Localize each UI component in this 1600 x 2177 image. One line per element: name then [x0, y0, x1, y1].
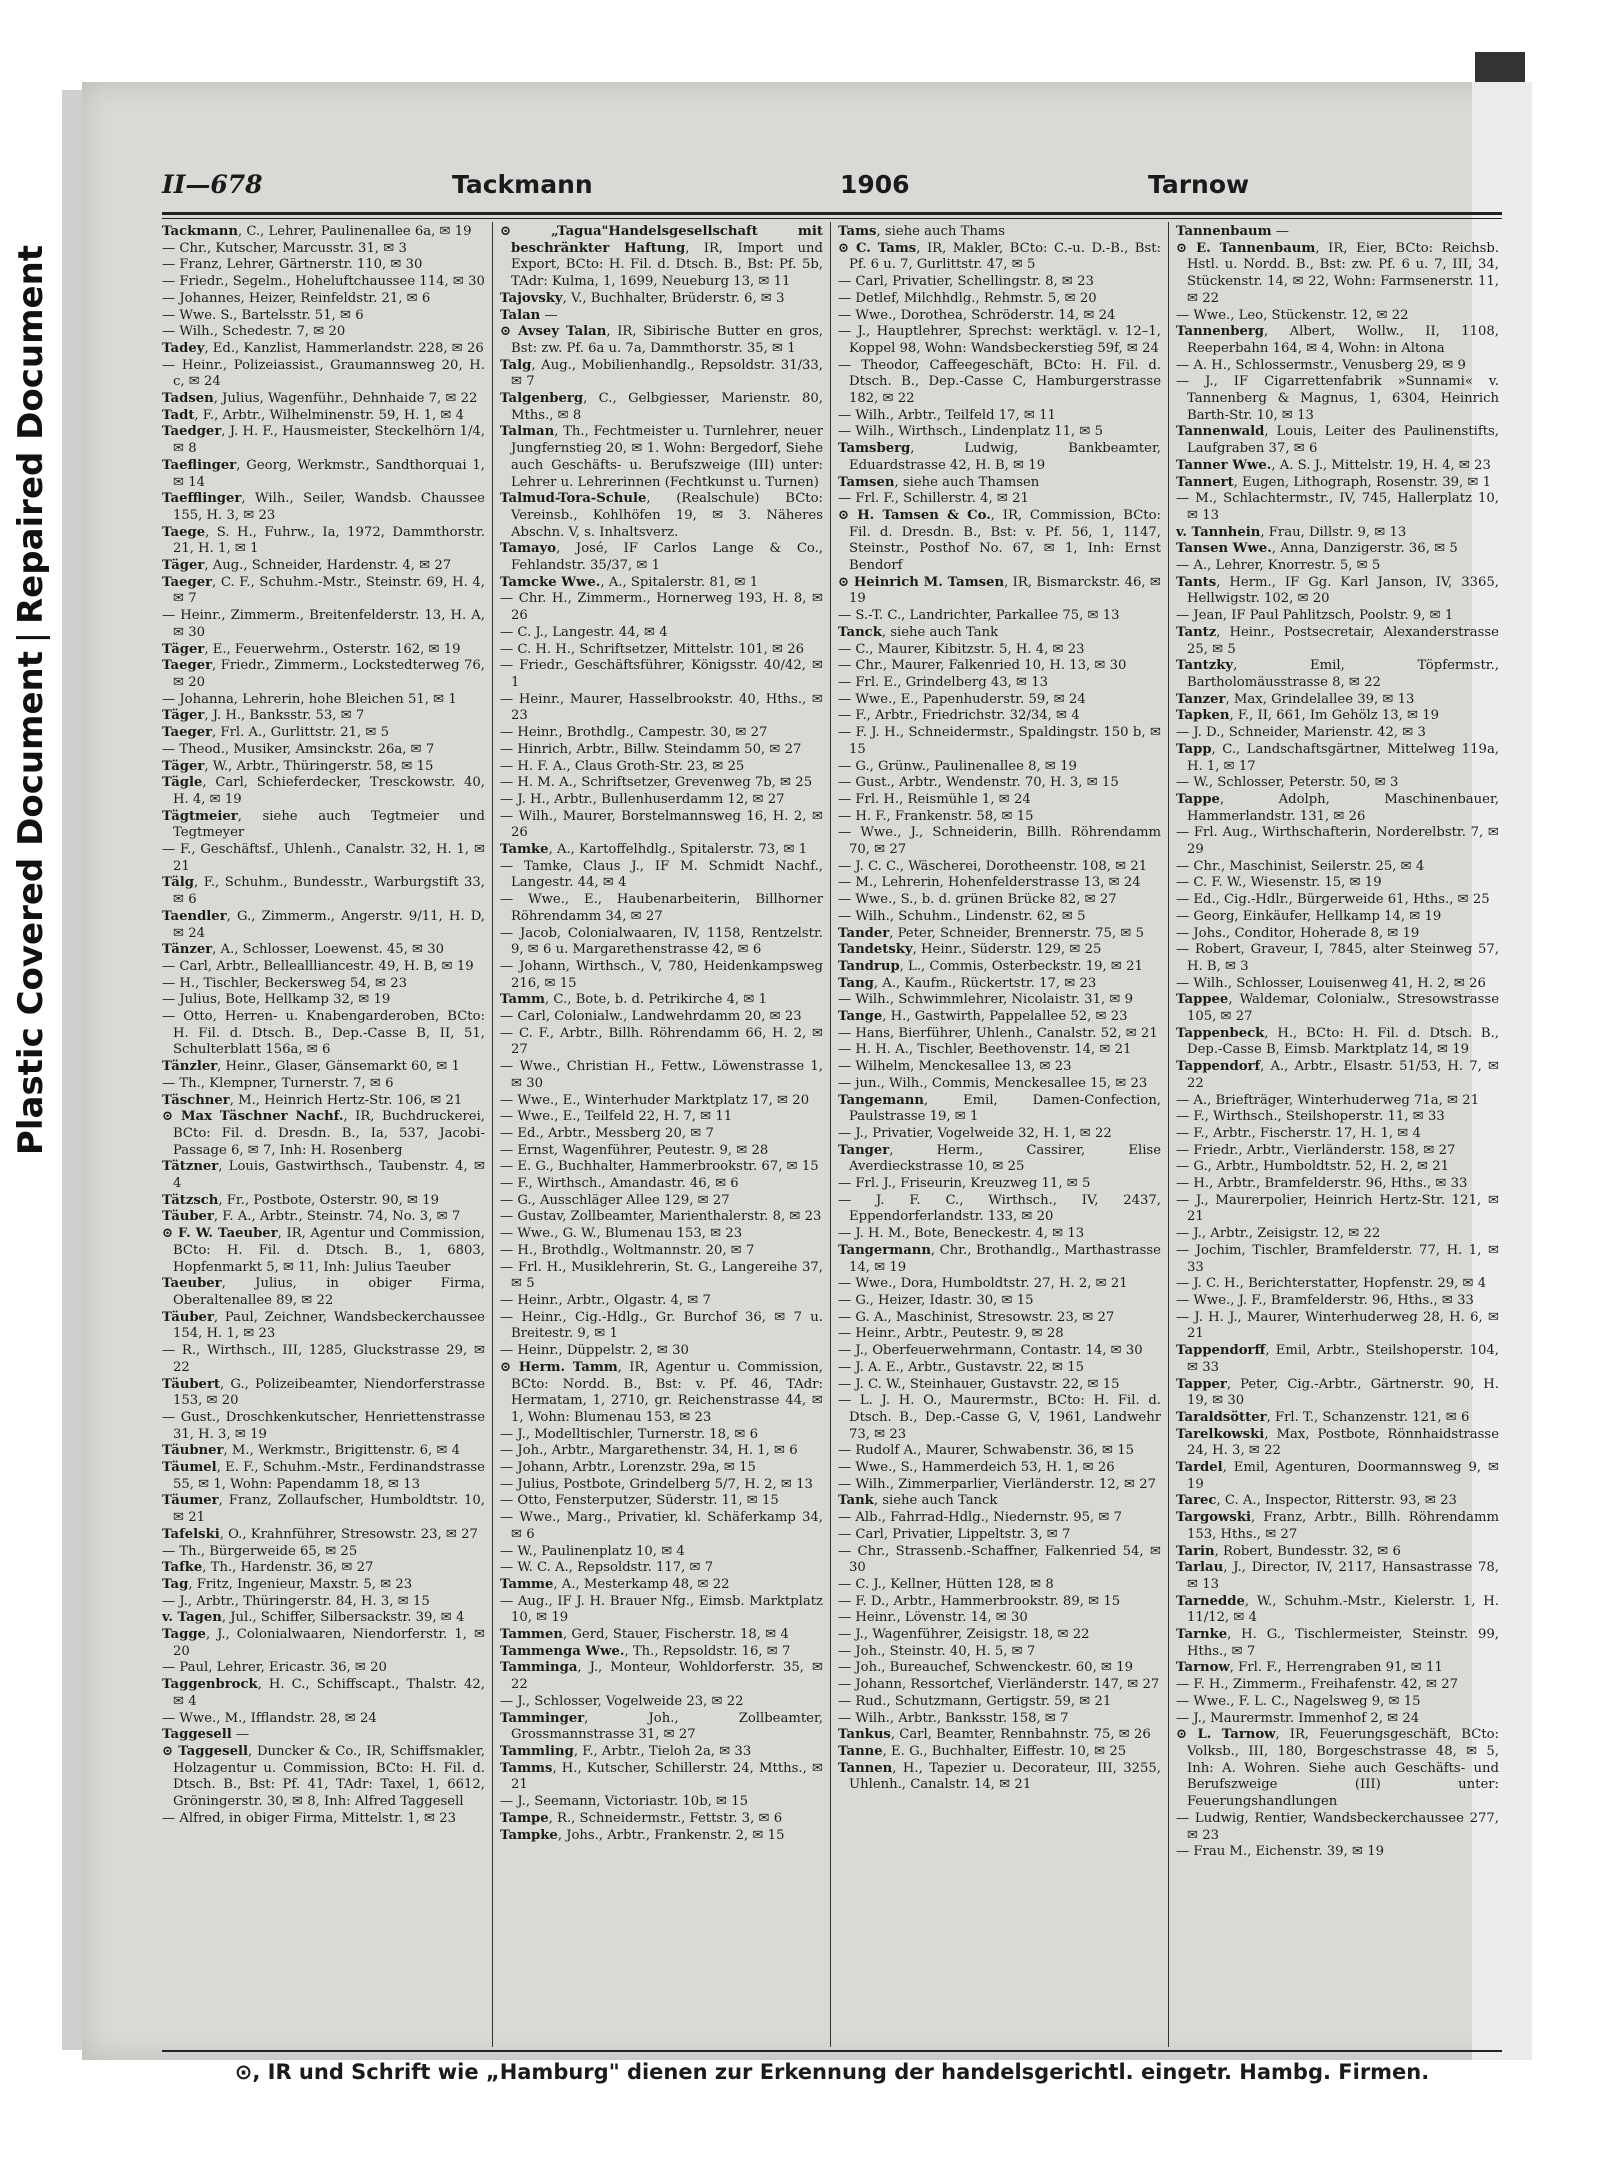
column-divider	[1168, 222, 1169, 2047]
directory-entry: Talg, Aug., Mobilienhandlg., Repsoldstr. 31/33, ✉ 7	[500, 357, 823, 390]
directory-entry: Tandetsky, Heinr., Süderstr. 129, ✉ 25	[838, 942, 1102, 958]
directory-entry: Taeger, Friedr., Zimmerm., Lockstedterweg 76, ✉ 20	[162, 658, 485, 690]
directory-entry: — F. D., Arbtr., Hammerbrookstr. 89, ✉ 15	[838, 1593, 1121, 1609]
directory-entry: — Georg, Einkäufer, Hellkamp 14, ✉ 19	[1176, 908, 1442, 924]
page-header	[162, 170, 1502, 206]
directory-entry: ⊙ Max Täschner Nachf., IR, Buchdruckerei, BCto: Fil. d. Dresdn. B., Ia, 537, Jacobi-Passage 6, ✉ 7, Inh: H. Rosenberg	[162, 1109, 485, 1158]
directory-entry: Talgenberg, C., Gelbgiesser, Marienstr. 80, Mths., ✉ 8	[500, 391, 823, 423]
directory-entry: — J., Maurerpolier, Heinrich Hertz-Str. 121, ✉ 21	[1176, 1192, 1499, 1225]
directory-entry: — L. J. H. O., Maurermstr., BCto: H. Fil. d. Dtsch. B., Dep.-Casse G, V, 1961, Landwehr 73, ✉ 23	[838, 1393, 1161, 1442]
directory-entry: — J., Hauptlehrer, Sprechst: werktägl. v. 12–1, Koppel 98, Wohn: Wandsbeckerstieg 59f, ✉ 24	[838, 324, 1161, 356]
directory-entry: — Johs., Conditor, Hoherade 8, ✉ 19	[1176, 925, 1420, 941]
directory-entry: Tarlau, J., Director, IV, 2117, Hansastrasse 78, ✉ 13	[1176, 1560, 1499, 1592]
directory-entry: — Jean, IF Paul Pahlitzsch, Poolstr. 9, ✉ 1	[1176, 608, 1454, 624]
directory-entry: Tapken, F., II, 661, Im Gehölz 13, ✉ 19	[1176, 708, 1440, 724]
directory-entry: — Franz, Lehrer, Gärtnerstr. 110, ✉ 30	[162, 257, 423, 273]
directory-entry: — Jochim, Tischler, Bramfelderstr. 77, H. 1, ✉ 33	[1176, 1242, 1499, 1275]
directory-entry: Tagge, J., Colonialwaaren, Niendorferstr. 1, ✉ 20	[162, 1627, 485, 1659]
directory-entry: Tamke, A., Kartoffelhdlg., Spitalerstr. 73, ✉ 1	[500, 842, 808, 858]
footer-note: ⊙, IR und Schrift wie „Hamburg" dienen zur Erkennung der handelsgerichtl. eingetr. Hambg. Firmen.	[234, 2060, 1430, 2084]
directory-entry: Täumer, Franz, Zollaufscher, Humboldtstr. 10, ✉ 21	[162, 1493, 485, 1526]
directory-entry: — Frl. H., Reismühle 1, ✉ 24	[838, 791, 1031, 807]
directory-entry: Tamcke Wwe., A., Spitalerstr. 81, ✉ 1	[500, 574, 759, 590]
directory-entry: — H. F. A., Claus Groth-Str. 23, ✉ 25	[500, 758, 745, 774]
directory-entry: — G., Heizer, Idastr. 30, ✉ 15	[838, 1293, 1034, 1308]
directory-entry: — Rud., Schutzmann, Gertigstr. 59, ✉ 21	[838, 1693, 1112, 1709]
directory-entry: Tänzer, A., Schlosser, Loewenst. 45, ✉ 30	[162, 942, 445, 958]
directory-entry: — A. H., Schlossermstr., Venusberg 29, ✉ 9	[1176, 357, 1466, 373]
directory-entry: — F. H., Zimmerm., Freihafenstr. 42, ✉ 27	[1176, 1677, 1459, 1693]
directory-entry: — J. F. C., Wirthsch., IV, 2437, Eppendorferlandstr. 133, ✉ 20	[838, 1192, 1161, 1225]
directory-entry: — Wwe., M., Ifflandstr. 28, ✉ 24	[162, 1710, 377, 1726]
directory-entry: Tänzler, Heinr., Glaser, Gänsemarkt 60, ✉ 1	[162, 1059, 460, 1075]
directory-entry: — Johanna, Lehrerin, hohe Bleichen 51, ✉ 1	[162, 691, 457, 707]
directory-entry: — Julius, Bote, Hellkamp 32, ✉ 19	[162, 992, 391, 1008]
directory-entry: Talan —	[500, 307, 558, 323]
directory-entry: — W., Schlosser, Peterstr. 50, ✉ 3	[1176, 775, 1399, 791]
directory-entry: ⊙ Heinrich M. Tamsen, IR, Bismarckstr. 46, ✉ 19	[838, 574, 1161, 607]
directory-entry: — Wilh., Schlosser, Louisenweg 41, H. 2, ✉ 26	[1176, 975, 1486, 991]
directory-entry: — G. A., Maschinist, Stresowstr. 23, ✉ 27	[838, 1309, 1115, 1325]
directory-entry: — Otto, Fensterputzer, Süderstr. 11, ✉ 15	[500, 1493, 779, 1509]
directory-entry: Taggenbrock, H. C., Schiffscapt., Thalstr. 42, ✉ 4	[162, 1677, 485, 1709]
directory-entry: — Chr., Strassenb.-Schaffner, Falkenried 54, ✉ 30	[838, 1543, 1161, 1576]
directory-entry: — Friedr., Arbtr., Vierländerstr. 158, ✉ 27	[1176, 1142, 1456, 1158]
directory-entry: v. Tannhein, Frau, Dillstr. 9, ✉ 13	[1176, 524, 1407, 540]
directory-entry: Tadt, F., Arbtr., Wilhelminenstr. 59, H. 1, ✉ 4	[162, 407, 465, 423]
directory-entry: Tarnke, H. G., Tischlermeister, Steinstr. 99, Hths., ✉ 7	[1176, 1627, 1499, 1659]
directory-entry: Tamm, C., Bote, b. d. Petrikirche 4, ✉ 1	[500, 992, 768, 1008]
directory-entry: Tälg, F., Schuhm., Bundesstr., Warburgstift 33, ✉ 6	[162, 875, 485, 908]
directory-entry: — G., Arbtr., Humboldtstr. 52, H. 2, ✉ 21	[1176, 1159, 1450, 1175]
directory-entry: Tapper, Peter, Cig.-Arbtr., Gärtnerstr. 90, H. 19, ✉ 30	[1176, 1376, 1499, 1409]
directory-entry: Tants, Herm., IF Gg. Karl Janson, IV, 3365, Hellwigstr. 102, ✉ 20	[1176, 574, 1499, 607]
directory-entry: — Joh., Bureauchef, Schwenckestr. 60, ✉ 19	[838, 1660, 1133, 1676]
directory-entry: Tanck, siehe auch Tank	[838, 624, 999, 640]
directory-entry: Täubert, G., Polizeibeamter, Niendorferstrasse 153, ✉ 20	[162, 1376, 485, 1409]
directory-entry: — J. D., Schneider, Marienstr. 42, ✉ 3	[1176, 725, 1426, 741]
directory-entry: Tägtmeier, siehe auch Tegtmeier und Tegtmeyer	[162, 808, 485, 841]
directory-entry: — J. C. W., Steinhauer, Gustavstr. 22, ✉ 15	[838, 1376, 1120, 1392]
directory-entry: — Frl. E., Grindelberg 43, ✉ 13	[838, 674, 1049, 690]
directory-entry: Tank, siehe auch Tanck	[838, 1493, 998, 1509]
directory-entry: — J. H. J., Maurer, Winterhuderweg 28, H. 6, ✉ 21	[1176, 1309, 1499, 1342]
directory-entry: — Ed., Cig.-Hdlr., Bürgerweide 61, Hths., ✉ 25	[1176, 892, 1490, 908]
directory-entry: Tanner Wwe., A. S. J., Mittelstr. 19, H. 4, ✉ 23	[1176, 457, 1491, 473]
directory-entry: — Paul, Lehrer, Ericastr. 36, ✉ 20	[162, 1660, 387, 1676]
directory-entry: — Friedr., Segelm., Hoheluftchaussee 114, ✉ 30	[162, 274, 485, 290]
directory-entry: — C. J., Kellner, Hütten 128, ✉ 8	[838, 1576, 1054, 1592]
directory-entry: — Wilh., Arbtr., Teilfeld 17, ✉ 11	[838, 407, 1056, 423]
header-rule	[162, 212, 1502, 215]
directory-entry: — Theodor, Caffeegeschäft, BCto: H. Fil. d. Dtsch. B., Dep.-Casse C, Hamburgerstrasse 182, ✉ 22	[838, 357, 1161, 407]
directory-entry: — Chr., Maurer, Falkenried 10, H. 13, ✉ 30	[838, 658, 1127, 674]
directory-entry: — C. J., Langestr. 44, ✉ 4	[500, 624, 668, 640]
directory-entry: Taedger, J. H. F., Hausmeister, Steckelhörn 1/4, ✉ 8	[162, 424, 485, 457]
directory-entry: — J., IF Cigarrettenfabrik »Sunnami« v. Tannenberg & Magnus, 1, 6304, Heinrich Barth-Str. 10, ✉ 13	[1176, 374, 1499, 423]
directory-entry: — J., Arbtr., Zeisigstr. 12, ✉ 22	[1176, 1226, 1381, 1242]
directory-entry: Tannenbaum —	[1176, 224, 1289, 239]
directory-entry: — Wilh., Zimmerparlier, Vierländerstr. 12, ✉ 27	[838, 1476, 1157, 1492]
directory-entry: Tappendorff, Emil, Arbtr., Steilshoperstr. 104, ✉ 33	[1176, 1343, 1499, 1375]
directory-entry: Tätzner, Louis, Gastwirthsch., Taubenstr. 4, ✉ 4	[162, 1159, 485, 1192]
page-number: II—678	[162, 170, 263, 199]
directory-entry: Taeger, C. F., Schuhm.-Mstr., Steinstr. 69, H. 4, ✉ 7	[162, 574, 485, 607]
directory-entry: — Hans, Bierführer, Uhlenh., Canalstr. 52, ✉ 21	[838, 1025, 1158, 1041]
directory-entry: — Frl. J., Friseurin, Kreuzweg 11, ✉ 5	[838, 1176, 1091, 1192]
directory-entry: — J. A. E., Arbtr., Gustavstr. 22, ✉ 15	[838, 1359, 1085, 1375]
directory-entry: Tannenberg, Albert, Wollw., II, 1108, Reeperbahn 164, ✉ 4, Wohn: in Altona	[1176, 324, 1499, 356]
directory-entry: Täger, E., Feuerwehrm., Osterstr. 162, ✉ 19	[162, 641, 461, 657]
directory-entry: Tanzer, Max, Grindelallee 39, ✉ 13	[1176, 691, 1415, 707]
column-1	[162, 224, 485, 2044]
directory-entry: — J., Arbtr., Thüringerstr. 84, H. 3, ✉ 15	[162, 1593, 430, 1609]
directory-entry: — J., Seemann, Victoriastr. 10b, ✉ 15	[500, 1794, 749, 1810]
directory-entry: — Heinr., Lövenstr. 14, ✉ 30	[838, 1610, 1028, 1626]
directory-entry: — Wilh., Schwimmlehrer, Nicolaistr. 31, ✉ 9	[838, 992, 1133, 1008]
directory-entry: Tätzsch, Fr., Postbote, Osterstr. 90, ✉ 19	[162, 1192, 440, 1208]
directory-entry: Tandrup, L., Commis, Osterbeckstr. 19, ✉ 21	[838, 958, 1143, 974]
directory-entry: — Alb., Fahrrad-Hdlg., Niedernstr. 95, ✉ 7	[838, 1510, 1122, 1526]
directory-entry: ⊙ C. Tams, IR, Makler, BCto: C.-u. D.-B., Bst: Pf. 6 u. 7, Gurlittstr. 47, ✉ 5	[838, 240, 1161, 273]
directory-entry: — F., Arbtr., Fischerstr. 17, H. 1, ✉ 4	[1176, 1125, 1421, 1141]
directory-entry: Täubner, M., Werkmstr., Brigittenstr. 6, ✉ 4	[162, 1443, 461, 1459]
directory-entry: — Wwe., Dorothea, Schröderstr. 14, ✉ 24	[838, 307, 1116, 323]
directory-entry: — Heinr., Arbtr., Olgastr. 4, ✉ 7	[500, 1293, 711, 1308]
directory-entry: — Wwe., Dora, Humboldtstr. 27, H. 2, ✉ 21	[838, 1276, 1128, 1292]
directory-entry: — R., Wirthsch., III, 1285, Gluckstrasse 29, ✉ 22	[162, 1343, 485, 1375]
directory-entry: — Chr., Kutscher, Marcusstr. 31, ✉ 3	[162, 240, 407, 256]
directory-entry: Tamsberg, Ludwig, Bankbeamter, Eduardstrasse 42, H. B, ✉ 19	[838, 441, 1161, 473]
directory-entry: — Jacob, Colonialwaaren, IV, 1158, Rentzelstr. 9, ✉ 6 u. Margarethenstrasse 42, ✉ 6	[500, 925, 823, 958]
header-rule-thin	[162, 218, 1502, 219]
directory-entry: — Wwe., S., Hammerdeich 53, H. 1, ✉ 26	[838, 1460, 1115, 1476]
side-label-repaired: Repaired Document	[11, 244, 51, 624]
directory-entry: — C. H. H., Schriftsetzer, Mittelstr. 101, ✉ 26	[500, 641, 805, 657]
directory-entry: — Joh., Arbtr., Margarethenstr. 34, H. 1, ✉ 6	[500, 1443, 798, 1459]
directory-entry: — F., Wirthsch., Amandastr. 46, ✉ 6	[500, 1176, 739, 1192]
directory-entry: — Wwe., Leo, Stückenstr. 12, ✉ 22	[1176, 307, 1409, 323]
directory-entry: — C. F., Arbtr., Billh. Röhrendamm 66, H. 2, ✉ 27	[500, 1025, 823, 1058]
directory-entry: — J., Modelltischler, Turnerstr. 18, ✉ 6	[500, 1426, 759, 1442]
directory-entry: — Heinr., Düppelstr. 2, ✉ 30	[500, 1343, 689, 1359]
directory-entry: — Joh., Steinstr. 40, H. 5, ✉ 7	[838, 1643, 1036, 1659]
column-3	[838, 224, 1161, 2044]
directory-entry: — Ernst, Wagenführer, Peutestr. 9, ✉ 28	[500, 1142, 769, 1158]
directory-entry: — Carl, Privatier, Schellingstr. 8, ✉ 23	[838, 274, 1094, 290]
directory-entry: — Wwe., E., Teilfeld 22, H. 7, ✉ 11	[500, 1109, 733, 1125]
directory-entry: ⊙ F. W. Taeuber, IR, Agentur und Commission, BCto: H. Fil. d. Dtsch. B., 1, 6803, Hopfenmarkt 5, ✉ 11, Inh: Julius Taeuber	[162, 1226, 485, 1275]
directory-entry: — J. H., Arbtr., Bullenhuserdamm 12, ✉ 27	[500, 791, 785, 807]
directory-entry: Tajovsky, V., Buchhalter, Brüderstr. 6, ✉ 3	[500, 290, 785, 306]
directory-entry: — Heinr., Polizeiassist., Graumannsweg 20, H. c, ✉ 24	[162, 357, 485, 390]
directory-entry: — Wwe., J. F., Bramfelderstr. 96, Hths., ✉ 33	[1176, 1293, 1474, 1308]
directory-entry: — Johann, Ressortchef, Vierländerstr. 147, ✉ 27	[838, 1677, 1160, 1693]
directory-entry: Tafelski, O., Krahnführer, Stresowstr. 23, ✉ 27	[162, 1526, 478, 1542]
directory-entry: Täuber, Paul, Zeichner, Wandsbeckerchaussee 154, H. 1, ✉ 23	[162, 1309, 485, 1342]
directory-entry: — Aug., IF J. H. Brauer Nfg., Eimsb. Marktplatz 10, ✉ 19	[500, 1593, 823, 1626]
directory-entry: Tamayo, José, IF Carlos Lange & Co., Fehlandstr. 35/37, ✉ 1	[500, 541, 823, 574]
directory-entry: Tannenwald, Louis, Leiter des Paulinenstifts, Laufgraben 37, ✉ 6	[1176, 424, 1499, 457]
directory-entry: — Heinr., Cig.-Hdlg., Gr. Burchof 36, ✉ 7 u. Breitestr. 9, ✉ 1	[500, 1309, 823, 1342]
directory-entry: ⊙ H. Tamsen & Co., IR, Commission, BCto: Fil. d. Dresdn. B., Bst: v. Pf. 56, 1, 1147, Steinstr., Posthof No. 67, ✉ 1, Inh: Ernst Bendorf	[838, 507, 1161, 574]
directory-entry: Tarec, C. A., Inspector, Ritterstr. 93, ✉ 23	[1176, 1493, 1457, 1509]
directory-entry: — G., Ausschläger Allee 129, ✉ 27	[500, 1192, 730, 1208]
directory-entry: Täschner, M., Heinrich Hertz-Str. 106, ✉ 21	[162, 1092, 463, 1108]
directory-entry: Tamsen, siehe auch Thamsen	[838, 474, 1040, 490]
directory-entry: — Carl, Arbtr., Belleallliancestr. 49, H. B, ✉ 19	[162, 958, 474, 974]
directory-entry: Taege, S. H., Fuhrw., Ia, 1972, Dammthorstr. 21, H. 1, ✉ 1	[162, 524, 485, 557]
side-label	[0, 160, 62, 1240]
directory-entry: — Wwe. S., Bartelsstr. 51, ✉ 6	[162, 307, 364, 323]
directory-entry: — F., Geschäftsf., Uhlenh., Canalstr. 32, H. 1, ✉ 21	[162, 842, 485, 874]
directory-entry: Tannert, Eugen, Lithograph, Rosenstr. 39, ✉ 1	[1176, 474, 1491, 490]
directory-entry: — M., Schlachtermstr., IV, 745, Hallerplatz 10, ✉ 13	[1176, 491, 1499, 523]
directory-entry: — J., Schlosser, Vogelweide 23, ✉ 22	[500, 1693, 744, 1709]
directory-entry: Tappendorf, A., Arbtr., Elsastr. 51/53, H. 7, ✉ 22	[1176, 1059, 1499, 1091]
directory-entry: Tamminger, Joh., Zollbeamter, Grossmannstrasse 31, ✉ 27	[500, 1710, 823, 1743]
column-divider	[492, 222, 493, 2047]
directory-entry: — Johannes, Heizer, Reinfeldstr. 21, ✉ 6	[162, 290, 431, 306]
directory-entry: — F. J. H., Schneidermstr., Spaldingstr. 150 b, ✉ 15	[838, 725, 1161, 757]
directory-entry: — Johann, Wirthsch., V, 780, Heidenkampsweg 216, ✉ 15	[500, 958, 823, 991]
directory-entry: — Otto, Herren- u. Knabengarderoben, BCto: H. Fil. d. Dtsch. B., Dep.-Casse B, II, 51, Schulterblatt 156a, ✉ 6	[162, 1009, 485, 1058]
directory-entry: Tarelkowski, Max, Postbote, Rönnhaidstrasse 24, H. 3, ✉ 22	[1176, 1426, 1499, 1459]
directory-entry: Tansen Wwe., Anna, Danzigerstr. 36, ✉ 5	[1176, 541, 1458, 557]
directory-entry: — H., Brothdlg., Woltmannstr. 20, ✉ 7	[500, 1242, 755, 1258]
directory-entry: — J. C. C., Wäscherei, Dorotheenstr. 108, ✉ 21	[838, 858, 1148, 874]
directory-entry: Tappenbeck, H., BCto: H. Fil. d. Dtsch. B., Dep.-Casse B, Eimsb. Marktplatz 14, ✉ 19	[1176, 1025, 1499, 1058]
directory-entry: — Heinr., Zimmerm., Breitenfelderstr. 13, H. A, ✉ 30	[162, 608, 485, 640]
directory-entry: Taeflinger, Georg, Werkmstr., Sandthorquai 1, ✉ 14	[162, 457, 485, 490]
directory-entry: — H. M. A., Schriftsetzer, Grevenweg 7b, ✉ 25	[500, 775, 813, 791]
directory-entry: Taraldsötter, Frl. T., Schanzenstr. 121, ✉ 6	[1176, 1409, 1470, 1425]
directory-entry: — Carl, Privatier, Lippeltstr. 3, ✉ 7	[838, 1526, 1071, 1542]
directory-entry: Tamminga, J., Monteur, Wohldorferstr. 35, ✉ 22	[500, 1660, 823, 1693]
directory-entry: Tapp, C., Landschaftsgärtner, Mittelweg 119a, H. 1, ✉ 17	[1176, 741, 1499, 774]
directory-entry: — W., Paulinenplatz 10, ✉ 4	[500, 1543, 685, 1559]
directory-entry: Tang, A., Kaufm., Rückertstr. 17, ✉ 23	[838, 975, 1097, 991]
directory-entry: — J., Maurermstr. Immenhof 2, ✉ 24	[1176, 1710, 1420, 1726]
directory-entry: Tammen, Gerd, Stauer, Fischerstr. 18, ✉ 4	[500, 1627, 789, 1643]
directory-entry: — Detlef, Milchhdlg., Rehmstr. 5, ✉ 20	[838, 290, 1097, 306]
directory-entry: Täumel, E. F., Schuhm.-Mstr., Ferdinandstrasse 55, ✉ 1, Wohn: Papendamm 18, ✉ 13	[162, 1460, 485, 1492]
directory-entry: Tarnedde, W., Schuhm.-Mstr., Kielerstr. 1, H. 11/12, ✉ 4	[1176, 1593, 1499, 1626]
directory-entry: Tag, Fritz, Ingenieur, Maxstr. 5, ✉ 23	[162, 1576, 413, 1592]
directory-entry: Tantzky, Emil, Töpfermstr., Bartholomäusstrasse 8, ✉ 22	[1176, 658, 1499, 690]
directory-entry: — Gust., Droschkenkutscher, Henriettenstrasse 31, H. 3, ✉ 19	[162, 1409, 485, 1442]
directory-entry: — Rudolf A., Maurer, Schwabenstr. 36, ✉ 15	[838, 1443, 1135, 1459]
directory-entry: — W. C. A., Repsoldstr. 117, ✉ 7	[500, 1560, 714, 1576]
directory-entry: Tams, siehe auch Thams	[838, 224, 1005, 239]
directory-entry: — Wilh., Schedestr. 7, ✉ 20	[162, 324, 346, 340]
directory-entry: Tardel, Emil, Agenturen, Doormannsweg 9, ✉ 19	[1176, 1460, 1499, 1492]
directory-entry: Tarnow, Frl. F., Herrengraben 91, ✉ 11	[1176, 1660, 1443, 1676]
directory-entry: — J., Oberfeuerwehrmann, Contastr. 14, ✉ 30	[838, 1343, 1143, 1359]
directory-entry: Tamms, H., Kutscher, Schillerstr. 24, Mtths., ✉ 21	[500, 1760, 823, 1793]
directory-entry: — Gust., Arbtr., Wendenstr. 70, H. 3, ✉ 15	[838, 775, 1119, 791]
directory-entry: Tappe, Adolph, Maschinenbauer, Hammerlandstr. 131, ✉ 26	[1176, 791, 1499, 824]
directory-entry: Tackmann, C., Lehrer, Paulinenallee 6a, ✉ 19	[162, 224, 472, 239]
directory-entry: — M., Lehrerin, Hohenfelderstrasse 13, ✉ 24	[838, 875, 1141, 891]
directory-entry: — Wwe., F. L. C., Nagelsweg 9, ✉ 15	[1176, 1693, 1421, 1709]
directory-entry: Tanne, E. G., Buchhalter, Eiffestr. 10, ✉ 25	[838, 1743, 1127, 1759]
directory-entry: — Wilh., Maurer, Borstelmannsweg 16, H. 2, ✉ 26	[500, 808, 823, 841]
directory-entry: Tarin, Robert, Bundesstr. 32, ✉ 6	[1176, 1543, 1401, 1559]
directory-entry: Targowski, Franz, Arbtr., Billh. Röhrendamm 153, Hths., ✉ 27	[1176, 1510, 1499, 1542]
directory-entry: — Chr. H., Zimmerm., Hornerweg 193, H. 8, ✉ 26	[500, 591, 823, 624]
directory-entry: — jun., Wilh., Commis, Menckesallee 15, ✉ 23	[838, 1075, 1148, 1091]
directory-entry: Tadey, Ed., Kanzlist, Hammerlandstr. 228, ✉ 26	[162, 340, 484, 356]
directory-entry: — Th., Klempner, Turnerstr. 7, ✉ 6	[162, 1075, 394, 1091]
directory-entry: — Wwe., Marg., Privatier, kl. Schäferkamp 34, ✉ 6	[500, 1510, 823, 1542]
directory-entry: — C. F. W., Wiesenstr. 15, ✉ 19	[1176, 875, 1382, 891]
directory-entry: Tander, Peter, Schneider, Brennerstr. 75, ✉ 5	[838, 925, 1144, 941]
side-label-separator	[16, 636, 50, 639]
directory-entry: — Friedr., Geschäftsführer, Königsstr. 40/42, ✉ 1	[500, 658, 823, 690]
directory-entry: — F., Arbtr., Friedrichstr. 32/34, ✉ 4	[838, 708, 1080, 724]
directory-entry: — J., Wagenführer, Zeisigstr. 18, ✉ 22	[838, 1627, 1090, 1643]
directory-entry: — Hinrich, Arbtr., Billw. Steindamm 50, ✉ 27	[500, 741, 802, 757]
directory-entry: Taefflinger, Wilh., Seiler, Wandsb. Chaussee 155, H. 3, ✉ 23	[162, 491, 485, 523]
directory-entry: v. Tagen, Jul., Schiffer, Silbersackstr. 39, ✉ 4	[162, 1610, 465, 1626]
directory-entry: — H. H. A., Tischler, Beethovenstr. 14, ✉ 21	[838, 1042, 1132, 1058]
directory-page	[82, 82, 1532, 2084]
column-2	[500, 224, 823, 2044]
directory-entry: — Wwe., G. W., Blumenau 153, ✉ 23	[500, 1226, 743, 1242]
directory-entry: Tamme, A., Mesterkamp 48, ✉ 22	[500, 1576, 730, 1592]
directory-entry: ⊙ Taggesell, Duncker & Co., IR, Schiffsmakler, Holzagentur u. Commission, BCto: H. Fil. d. Dtsch. B., Bst: Pf. 41, TAdr: Taxel, 1, 6612, Gröningerstr. 30, ✉ 8, Inh: Alfred Taggesell	[162, 1743, 485, 1810]
directory-entry: Taendler, G., Zimmerm., Angerstr. 9/11, H. D, ✉ 24	[162, 908, 485, 941]
directory-entry: ⊙ Herm. Tamm, IR, Agentur u. Commission, BCto: Nordd. B., Bst: v. Pf. 46, TAdr: Hermatam, 1, 2710, gr. Reichenstrasse 44, ✉ 1, Wohn: Blumenau 153, ✉ 23	[500, 1359, 823, 1425]
directory-entry: — Carl, Colonialw., Landwehrdamm 20, ✉ 23	[500, 1009, 802, 1025]
directory-entry: — Wilh., Schuhm., Lindenstr. 62, ✉ 5	[838, 908, 1086, 924]
directory-entry: — Gustav, Zollbeamter, Marienthalerstr. 8, ✉ 23	[500, 1209, 822, 1225]
directory-entry: Talmud-Tora-Schule, (Realschule) BCto: Vereinsb., Kohlhöfen 19, ✉ 3. Näheres Abschn. V, s. Inhaltsverz.	[500, 491, 823, 540]
directory-entry: Tannen, H., Tapezier u. Decorateur, III, 3255, Uhlenh., Canalstr. 14, ✉ 21	[838, 1760, 1161, 1793]
directory-entry: — Th., Bürgerweide 65, ✉ 25	[162, 1543, 358, 1559]
directory-entry: Taeuber, Julius, in obiger Firma, Oberaltenallee 89, ✉ 22	[162, 1276, 485, 1308]
directory-entry: — Heinr., Brothdlg., Campestr. 30, ✉ 27	[500, 725, 768, 741]
directory-entry: ⊙ L. Tarnow, IR, Feuerungsgeschäft, BCto: Volksb., III, 180, Borgeschstrasse 48, ✉ 5, Inh: A. Wohren. Siehe auch Geschäfts- und Berufszweige (III) unter: Feuerungshandlungen	[1176, 1727, 1499, 1810]
directory-entry: — J., Privatier, Vogelweide 32, H. 1, ✉ 22	[838, 1125, 1112, 1141]
directory-entry: ⊙ E. Tannenbaum, IR, Eier, BCto: Reichsb. Hstl. u. Nordd. B., Bst: zw. Pf. 6 u. 7, III, 34, Stückenstr. 14, ✉ 22, Wohn: Farmsenerstr. 11, ✉ 22	[1176, 240, 1499, 306]
header-left-keyword: Tackmann	[452, 170, 593, 199]
directory-entry: Tangemann, Emil, Damen-Confection, Paulstrasse 19, ✉ 1	[838, 1092, 1161, 1125]
directory-entry: — Wwe., E., Papenhuderstr. 59, ✉ 24	[838, 691, 1086, 707]
directory-entry: Täger, W., Arbtr., Thüringerstr. 58, ✉ 15	[162, 758, 434, 774]
directory-entry: — Wwe., S., b. d. grünen Brücke 82, ✉ 27	[838, 892, 1117, 908]
directory-entry: — Frau M., Eichenstr. 39, ✉ 19	[1176, 1844, 1384, 1860]
directory-entry: Tadsen, Julius, Wagenführ., Dehnhaide 7, ✉ 22	[162, 391, 478, 407]
directory-entry: — Heinr., Maurer, Hasselbrookstr. 40, Hths., ✉ 23	[500, 691, 823, 724]
directory-entry: Tantz, Heinr., Postsecretair, Alexanderstrasse 25, ✉ 5	[1176, 624, 1499, 657]
page-edge-strip	[62, 90, 82, 2050]
directory-entry: — Theod., Musiker, Amsinckstr. 26a, ✉ 7	[162, 741, 435, 757]
directory-entry: Täuber, F. A., Arbtr., Steinstr. 74, No. 3, ✉ 7	[162, 1209, 461, 1225]
directory-entry: — Wwe., J., Schneiderin, Billh. Röhrendamm 70, ✉ 27	[838, 825, 1161, 858]
directory-entry: — J. C. H., Berichterstatter, Hopfenstr. 29, ✉ 4	[1176, 1276, 1487, 1292]
directory-entry: — Julius, Postbote, Grindelberg 5/7, H. 2, ✉ 13	[500, 1476, 813, 1492]
directory-entry: — C., Maurer, Kibitzstr. 5, H. 4, ✉ 23	[838, 641, 1085, 657]
directory-entry: — Heinr., Arbtr., Peutestr. 9, ✉ 28	[838, 1326, 1064, 1342]
directory-entry: — Chr., Maschinist, Seilerstr. 25, ✉ 4	[1176, 858, 1425, 874]
directory-entry: Tampe, R., Schneidermstr., Fettstr. 3, ✉ 6	[500, 1810, 783, 1826]
header-right-keyword: Tarnow	[1148, 170, 1250, 199]
directory-entry: — A., Lehrer, Knorrestr. 5, ✉ 5	[1176, 558, 1381, 574]
directory-entry: Talman, Th., Fechtmeister u. Turnlehrer, neuer Jungfernstieg 20, ✉ 1. Wohn: Bergedorf, Siehe auch Geschäfts- u. Berufszweige (III) unter: Lehrer u. Lehrerinnen (Fechtkunst u. Turnen)	[500, 424, 823, 490]
directory-entry: — Robert, Graveur, I, 7845, alter Steinweg 57, H. B, ✉ 3	[1176, 942, 1499, 974]
footer-rule	[162, 2050, 1502, 2052]
directory-entry: ⊙ Avsey Talan, IR, Sibirische Butter en gros, Bst: zw. Pf. 6a u. 7a, Dammthorstr. 35, ✉ 1	[500, 324, 823, 356]
column-4	[1176, 224, 1499, 2044]
directory-entry: Tägle, Carl, Schieferdecker, Tresckowstr. 40, H. 4, ✉ 19	[162, 775, 485, 807]
directory-entry: Tanger, Herm., Cassirer, Elise Averdieckstrasse 10, ✉ 25	[838, 1142, 1161, 1175]
directory-entry: Tafke, Th., Hardenstr. 36, ✉ 27	[162, 1560, 374, 1576]
directory-entry: — Wilhelm, Menckesallee 13, ✉ 23	[838, 1059, 1072, 1075]
directory-entry: Tangermann, Chr., Brothandlg., Marthastrasse 14, ✉ 19	[838, 1242, 1161, 1275]
directory-entry: — F., Wirthsch., Steilshoperstr. 11, ✉ 33	[1176, 1109, 1445, 1125]
directory-entry: — Wwe., E., Winterhuder Marktplatz 17, ✉ 20	[500, 1092, 810, 1108]
directory-entry: ⊙ „Tagua"Handelsgesellschaft mit beschränkter Haftung, IR, Import und Export, BCto: H. Fil. d. Dtsch. B., Bst: Pf. 5b, TAdr: Kulma, 1, 1699, Neueburg 13, ✉ 11	[500, 224, 823, 290]
directory-entry: — S.-T. C., Landrichter, Parkallee 75, ✉ 13	[838, 608, 1120, 624]
directory-entry: — E. G., Buchhalter, Hammerbrookstr. 67, ✉ 15	[500, 1159, 819, 1175]
directory-entry: Taggesell —	[162, 1727, 250, 1743]
directory-entry: — Wilh., Arbtr., Banksstr. 158, ✉ 7	[838, 1710, 1069, 1726]
directory-entry: — Johann, Arbtr., Lorenzstr. 29a, ✉ 15	[500, 1460, 756, 1476]
directory-entry: Tammenga Wwe., Th., Repsoldstr. 16, ✉ 7	[500, 1643, 791, 1659]
directory-entry: — Alfred, in obiger Firma, Mittelstr. 1, ✉ 23	[162, 1810, 457, 1826]
directory-entry: — Wwe., Christian H., Fettw., Löwenstrasse 1, ✉ 30	[500, 1059, 823, 1091]
directory-entry: Taeger, Frl. A., Gurlittstr. 21, ✉ 5	[162, 725, 390, 741]
directory-entry: — Ed., Arbtr., Messberg 20, ✉ 7	[500, 1125, 714, 1141]
header-year: 1906	[840, 170, 910, 199]
directory-entry: — J. H. M., Bote, Beneckestr. 4, ✉ 13	[838, 1226, 1085, 1242]
directory-entry: — H., Tischler, Beckersweg 54, ✉ 23	[162, 975, 408, 991]
directory-entry: — H. F., Frankenstr. 58, ✉ 15	[838, 808, 1034, 824]
directory-entry: — Frl. Aug., Wirthschafterin, Norderelbstr. 7, ✉ 29	[1176, 825, 1499, 858]
directory-entry: Tappee, Waldemar, Colonialw., Stresowstrasse 105, ✉ 27	[1176, 992, 1499, 1025]
directory-entry: — G., Grünw., Paulinenallee 8, ✉ 19	[838, 758, 1077, 774]
directory-entry: — Wwe., E., Haubenarbeiterin, Billhorner Röhrendamm 34, ✉ 27	[500, 892, 823, 924]
directory-entry: — Ludwig, Rentier, Wandsbeckerchaussee 277, ✉ 23	[1176, 1810, 1499, 1843]
directory-entry: — H., Arbtr., Bramfelderstr. 96, Hths., ✉ 33	[1176, 1176, 1468, 1192]
directory-entry: Täger, Aug., Schneider, Hardenstr. 4, ✉ 27	[162, 558, 452, 574]
directory-entry: Tange, H., Gastwirth, Pappelallee 52, ✉ 23	[838, 1009, 1128, 1025]
directory-entry: Tankus, Carl, Beamter, Rennbahnstr. 75, ✉ 26	[838, 1727, 1151, 1743]
directory-entry: — Tamke, Claus J., IF M. Schmidt Nachf., Langestr. 44, ✉ 4	[500, 858, 823, 891]
directory-entry: — Frl. H., Musiklehrerin, St. G., Langereihe 37, ✉ 5	[500, 1259, 823, 1292]
column-divider	[830, 222, 831, 2047]
directory-entry: Tampke, Johs., Arbtr., Frankenstr. 2, ✉ 15	[500, 1827, 785, 1843]
directory-entry: Tammling, F., Arbtr., Tieloh 2a, ✉ 33	[500, 1743, 752, 1759]
directory-entry: Täger, J. H., Banksstr. 53, ✉ 7	[162, 708, 365, 724]
directory-entry: — Wilh., Wirthsch., Lindenplatz 11, ✉ 5	[838, 424, 1104, 440]
side-label-plastic: Plastic Covered Document	[11, 651, 51, 1156]
directory-entry: — Frl. F., Schillerstr. 4, ✉ 21	[838, 491, 1029, 507]
directory-entry: — A., Briefträger, Winterhuderweg 71a, ✉ 21	[1176, 1092, 1480, 1108]
